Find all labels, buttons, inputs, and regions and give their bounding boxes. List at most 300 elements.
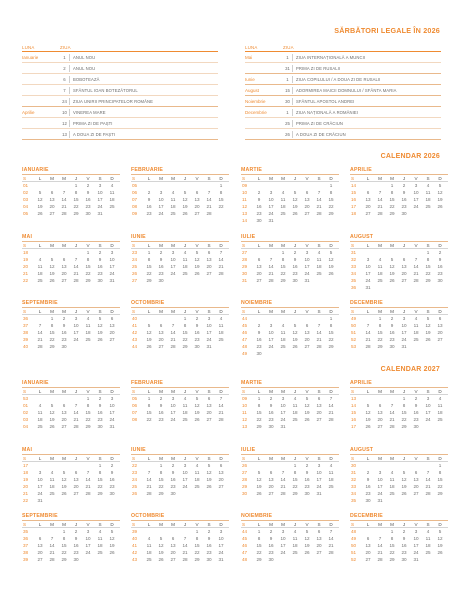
day-cell <box>386 395 398 402</box>
day-cell: 20 <box>401 271 407 276</box>
day-cell: 31 <box>37 498 43 503</box>
day-cell: 17 <box>280 543 286 548</box>
day-cell: 10 <box>218 536 224 541</box>
day-cell: 30 <box>97 278 103 283</box>
day-cell: 18 <box>328 477 334 482</box>
day-cell: 2 <box>305 463 309 468</box>
week-row <box>131 416 229 423</box>
day-cell: 30 <box>268 557 274 562</box>
weekday-label: J <box>183 389 187 394</box>
day-cell: 12 <box>37 197 43 202</box>
day-cell: 12 <box>437 536 443 541</box>
day-cell: 12 <box>194 403 200 408</box>
day-cell: 4 <box>195 463 199 468</box>
month-name: NOIEMBRIE <box>241 299 339 308</box>
weekday-label: D <box>219 522 223 527</box>
week-row <box>22 277 120 284</box>
day-cell: 7 <box>62 190 66 195</box>
weekday-label: M <box>390 243 394 248</box>
day-cell <box>143 182 155 189</box>
day-cell: 7 <box>366 323 370 328</box>
day-cell: 11 <box>170 197 176 202</box>
day-cell: 9 <box>171 470 175 475</box>
day-cell: 29 <box>256 424 262 429</box>
day-cell <box>362 395 374 402</box>
weekday-label: D <box>110 243 114 248</box>
column-header-day: ZIUA <box>60 45 71 50</box>
holiday-day: 2 <box>60 65 70 72</box>
week-number: 42 <box>132 550 138 555</box>
day-cell <box>265 350 277 357</box>
weekday-label: M <box>50 456 54 461</box>
day-cell <box>94 556 106 563</box>
weekday-header <box>131 521 229 528</box>
weekday-label: S <box>98 522 102 527</box>
day-cell: 6 <box>366 190 370 195</box>
day-cell: 18 <box>425 543 431 548</box>
weekday-label: V <box>305 176 309 181</box>
day-cell <box>422 497 434 504</box>
day-cell: 20 <box>413 484 419 489</box>
holiday-name: ZIUA COPILULUI / A DOUA ZI DE RUSALII <box>296 76 381 82</box>
week-row <box>22 329 120 336</box>
holiday-month: Aprilie <box>22 109 35 115</box>
day-cell <box>34 528 46 535</box>
day-cell: 24 <box>365 278 371 283</box>
day-cell: 8 <box>329 190 333 195</box>
day-cell <box>325 277 337 284</box>
day-cell: 19 <box>328 264 334 269</box>
day-cell: 16 <box>268 543 274 548</box>
weekday-label: S <box>207 243 211 248</box>
day-cell: 22 <box>389 204 395 209</box>
weekday-label: D <box>219 309 223 314</box>
day-cell <box>82 343 94 350</box>
holiday-day: 1 <box>283 109 293 116</box>
day-cell: 24 <box>218 550 224 555</box>
weekday-label: S <box>317 456 321 461</box>
week-row <box>350 409 448 416</box>
weekday-header <box>241 308 339 315</box>
month-calendar <box>241 379 339 430</box>
day-cell: 2 <box>438 250 442 255</box>
week-number: 21 <box>23 271 29 276</box>
day-cell: 16 <box>158 264 164 269</box>
day-cell: 20 <box>206 410 212 415</box>
day-cell <box>277 182 289 189</box>
week-row <box>131 490 229 497</box>
week-row <box>131 263 229 270</box>
day-cell: 9 <box>257 197 261 202</box>
day-cell: 2 <box>402 529 406 534</box>
day-cell: 13 <box>73 477 79 482</box>
week-row <box>131 462 229 469</box>
day-cell: 14 <box>328 403 334 408</box>
holiday-name: PRIMA ZI DE RUSALII <box>296 65 341 71</box>
day-cell: 17 <box>401 330 407 335</box>
day-cell: 10 <box>413 190 419 195</box>
week-row <box>131 395 229 402</box>
day-cell: 13 <box>413 477 419 482</box>
day-cell: 24 <box>413 550 419 555</box>
day-cell: 19 <box>256 484 262 489</box>
day-cell: 12 <box>146 330 152 335</box>
day-cell: 4 <box>219 316 223 321</box>
weekday-label: S <box>98 243 102 248</box>
week-column-label: S <box>242 309 246 314</box>
weekday-label: J <box>183 176 187 181</box>
day-cell <box>289 423 301 430</box>
day-cell: 17 <box>182 477 188 482</box>
day-cell: 25 <box>280 211 286 216</box>
day-cell: 8 <box>183 323 187 328</box>
day-cell: 20 <box>206 264 212 269</box>
week-row <box>22 409 120 416</box>
week-number: 33 <box>351 264 357 269</box>
week-row <box>22 556 120 563</box>
day-cell: 6 <box>207 250 211 255</box>
day-cell <box>301 350 313 357</box>
weekday-label: V <box>195 456 199 461</box>
day-cell: 31 <box>97 211 103 216</box>
month-name: DECEMBRIE <box>350 299 448 308</box>
day-cell: 30 <box>256 218 262 223</box>
weekday-header <box>241 175 339 182</box>
day-cell: 24 <box>109 271 115 276</box>
day-cell <box>289 350 301 357</box>
day-cell: 21 <box>316 337 322 342</box>
week-column-label: S <box>351 522 355 527</box>
day-cell <box>434 556 446 563</box>
month-name: AUGUST <box>350 446 448 455</box>
day-cell: 27 <box>304 344 310 349</box>
day-cell: 16 <box>389 330 395 335</box>
day-cell: 23 <box>85 204 91 209</box>
day-cell <box>325 556 337 563</box>
day-cell: 2 <box>390 316 394 321</box>
week-row <box>350 189 448 196</box>
week-row <box>350 528 448 535</box>
day-cell: 3 <box>317 463 321 468</box>
week-row <box>350 497 448 504</box>
month-name: DECEMBRIE <box>350 512 448 521</box>
day-cell: 27 <box>413 491 419 496</box>
day-cell: 18 <box>389 484 395 489</box>
day-cell <box>325 423 337 430</box>
week-row <box>22 322 120 329</box>
day-cell <box>179 277 191 284</box>
day-cell: 24 <box>268 344 274 349</box>
day-cell: 23 <box>109 484 115 489</box>
day-cell: 3 <box>110 396 114 401</box>
day-cell: 14 <box>218 257 224 262</box>
day-cell: 14 <box>268 264 274 269</box>
day-cell: 16 <box>413 410 419 415</box>
day-cell: 17 <box>158 204 164 209</box>
day-cell: 27 <box>194 211 200 216</box>
week-row <box>350 322 448 329</box>
day-cell: 14 <box>316 197 322 202</box>
day-cell: 23 <box>401 204 407 209</box>
day-cell: 27 <box>61 278 67 283</box>
day-cell: 17 <box>170 264 176 269</box>
day-cell: 27 <box>73 491 79 496</box>
day-cell: 16 <box>401 543 407 548</box>
day-cell: 31 <box>109 424 115 429</box>
day-cell <box>313 423 325 430</box>
holiday-row <box>22 129 218 140</box>
week-row <box>241 256 339 263</box>
day-cell: 7 <box>390 403 394 408</box>
week-number: 18 <box>23 470 29 475</box>
day-cell: 17 <box>37 484 43 489</box>
day-cell: 15 <box>146 410 152 415</box>
weekday-label: J <box>402 309 406 314</box>
weekday-label: L <box>366 243 370 248</box>
day-cell: 28 <box>328 550 334 555</box>
day-cell: 15 <box>73 197 79 202</box>
weekday-label: S <box>317 176 321 181</box>
day-cell <box>277 462 289 469</box>
week-number: 41 <box>132 543 138 548</box>
day-cell: 22 <box>85 417 91 422</box>
day-cell: 9 <box>110 470 114 475</box>
day-cell: 2 <box>293 250 297 255</box>
day-cell <box>434 423 446 430</box>
day-cell: 8 <box>257 403 261 408</box>
day-cell: 18 <box>218 330 224 335</box>
month-calendar <box>350 512 448 563</box>
day-cell: 20 <box>437 330 443 335</box>
weekday-label: M <box>281 176 285 181</box>
day-cell: 2 <box>159 250 163 255</box>
day-cell: 13 <box>365 197 371 202</box>
day-cell: 27 <box>158 344 164 349</box>
day-cell: 11 <box>280 197 286 202</box>
week-number: 39 <box>132 529 138 534</box>
weekday-label: L <box>257 176 261 181</box>
day-cell <box>46 462 58 469</box>
month-calendar <box>22 379 120 430</box>
week-row <box>22 189 120 196</box>
weekday-label: L <box>38 456 42 461</box>
weekday-label: M <box>281 522 285 527</box>
day-cell: 4 <box>171 190 175 195</box>
day-cell: 9 <box>159 257 163 262</box>
weekday-label: D <box>329 176 333 181</box>
day-cell: 2 <box>257 323 261 328</box>
week-column-label: S <box>242 176 246 181</box>
day-cell: 20 <box>158 337 164 342</box>
month-name: MAI <box>22 233 120 242</box>
day-cell: 19 <box>425 330 431 335</box>
day-cell: 25 <box>425 550 431 555</box>
week-number: 30 <box>242 271 248 276</box>
week-column-label: S <box>23 389 27 394</box>
day-cell: 27 <box>377 424 383 429</box>
week-row <box>22 462 120 469</box>
day-cell <box>313 315 325 322</box>
day-cell <box>362 315 374 322</box>
weekday-label: M <box>62 522 66 527</box>
day-cell: 28 <box>73 424 79 429</box>
weekday-label: M <box>390 522 394 527</box>
day-cell: 1 <box>293 463 297 468</box>
day-cell: 17 <box>97 197 103 202</box>
day-cell: 23 <box>413 417 419 422</box>
day-cell: 17 <box>268 337 274 342</box>
week-row <box>350 535 448 542</box>
weekday-label: V <box>305 522 309 527</box>
day-cell <box>313 277 325 284</box>
day-cell: 23 <box>97 271 103 276</box>
week-row <box>241 277 339 284</box>
week-number: 27 <box>132 278 138 283</box>
weekday-label: M <box>159 456 163 461</box>
week-row <box>241 528 339 535</box>
day-cell: 15 <box>292 477 298 482</box>
day-cell: 9 <box>293 257 297 262</box>
week-number: 43 <box>132 557 138 562</box>
day-cell: 13 <box>218 470 224 475</box>
day-cell: 3 <box>219 529 223 534</box>
weekday-label: S <box>207 309 211 314</box>
week-row <box>241 196 339 203</box>
day-cell: 11 <box>377 264 383 269</box>
weekday-label: V <box>414 309 418 314</box>
day-cell <box>82 556 94 563</box>
day-cell: 10 <box>85 536 91 541</box>
day-cell: 29 <box>158 491 164 496</box>
week-number: 06 <box>132 403 138 408</box>
weekday-label: M <box>50 243 54 248</box>
day-cell: 26 <box>425 337 431 342</box>
week-column-label: S <box>351 176 355 181</box>
weekday-label: D <box>438 456 442 461</box>
day-cell: 20 <box>268 484 274 489</box>
weekday-label: S <box>207 456 211 461</box>
week-row <box>241 350 339 357</box>
weekday-label: L <box>147 522 151 527</box>
weekday-label: J <box>402 389 406 394</box>
day-cell <box>301 556 313 563</box>
day-cell <box>46 249 58 256</box>
day-cell: 14 <box>37 330 43 335</box>
week-row <box>131 402 229 409</box>
day-cell: 5 <box>50 403 54 408</box>
day-cell: 22 <box>73 204 79 209</box>
week-row <box>22 249 120 256</box>
day-cell: 15 <box>85 410 91 415</box>
week-number: 53 <box>351 344 357 349</box>
week-number: 21 <box>23 491 29 496</box>
day-cell: 26 <box>194 271 200 276</box>
day-cell: 4 <box>38 257 42 262</box>
day-cell: 12 <box>389 264 395 269</box>
day-cell: 21 <box>425 484 431 489</box>
week-row <box>22 343 120 350</box>
day-cell <box>398 497 410 504</box>
week-number: 24 <box>132 477 138 482</box>
day-cell: 4 <box>293 529 297 534</box>
month-calendar <box>241 299 339 357</box>
weekday-label: J <box>293 522 297 527</box>
week-row <box>131 315 229 322</box>
week-number: 32 <box>351 257 357 262</box>
day-cell <box>215 343 227 350</box>
weekday-label: S <box>317 243 321 248</box>
day-cell: 25 <box>182 271 188 276</box>
day-cell: 22 <box>85 271 91 276</box>
weekday-label: M <box>159 522 163 527</box>
day-cell: 6 <box>110 316 114 321</box>
day-cell <box>94 497 106 504</box>
day-cell: 8 <box>402 403 406 408</box>
day-cell: 18 <box>413 330 419 335</box>
week-row <box>350 490 448 497</box>
weekday-label: V <box>195 176 199 181</box>
holiday-name: ZIUA INTERNAȚIONALĂ A MUNCII <box>296 54 366 60</box>
week-number: 47 <box>242 337 248 342</box>
day-cell: 6 <box>159 323 163 328</box>
week-number: 11 <box>242 410 247 415</box>
day-cell: 19 <box>401 484 407 489</box>
day-cell: 12 <box>304 536 310 541</box>
day-cell <box>386 497 398 504</box>
week-number: 05 <box>132 183 138 188</box>
day-cell: 31 <box>365 285 371 290</box>
weekday-header <box>241 521 339 528</box>
holiday-row <box>22 107 218 118</box>
day-cell <box>374 182 386 189</box>
weekday-label: L <box>38 522 42 527</box>
week-row <box>350 329 448 336</box>
day-cell: 1 <box>390 529 394 534</box>
holiday-day: 31 <box>283 65 293 72</box>
day-cell: 31 <box>206 344 212 349</box>
day-cell: 16 <box>61 330 67 335</box>
day-cell: 28 <box>206 211 212 216</box>
month-name: APRILIE <box>350 166 448 175</box>
day-cell: 27 <box>109 337 115 342</box>
weekday-label: V <box>195 522 199 527</box>
day-cell: 2 <box>98 396 102 401</box>
day-cell: 16 <box>85 197 91 202</box>
day-cell: 2 <box>269 529 273 534</box>
day-cell: 11 <box>425 190 431 195</box>
day-cell: 12 <box>194 257 200 262</box>
day-cell: 10 <box>37 477 43 482</box>
week-row <box>22 182 120 189</box>
weekday-label: M <box>378 309 382 314</box>
week-row <box>350 203 448 210</box>
day-cell <box>374 528 386 535</box>
day-cell: 16 <box>292 264 298 269</box>
day-cell: 14 <box>413 264 419 269</box>
month-calendar <box>22 233 120 284</box>
day-cell: 4 <box>414 316 418 321</box>
day-cell: 3 <box>281 529 285 534</box>
day-cell: 26 <box>37 211 43 216</box>
day-cell: 21 <box>49 550 55 555</box>
day-cell: 27 <box>268 491 274 496</box>
week-row <box>22 483 120 490</box>
day-cell <box>277 217 289 224</box>
day-cell: 30 <box>304 491 310 496</box>
week-row <box>22 263 120 270</box>
day-cell <box>289 556 301 563</box>
week-row <box>350 210 448 217</box>
